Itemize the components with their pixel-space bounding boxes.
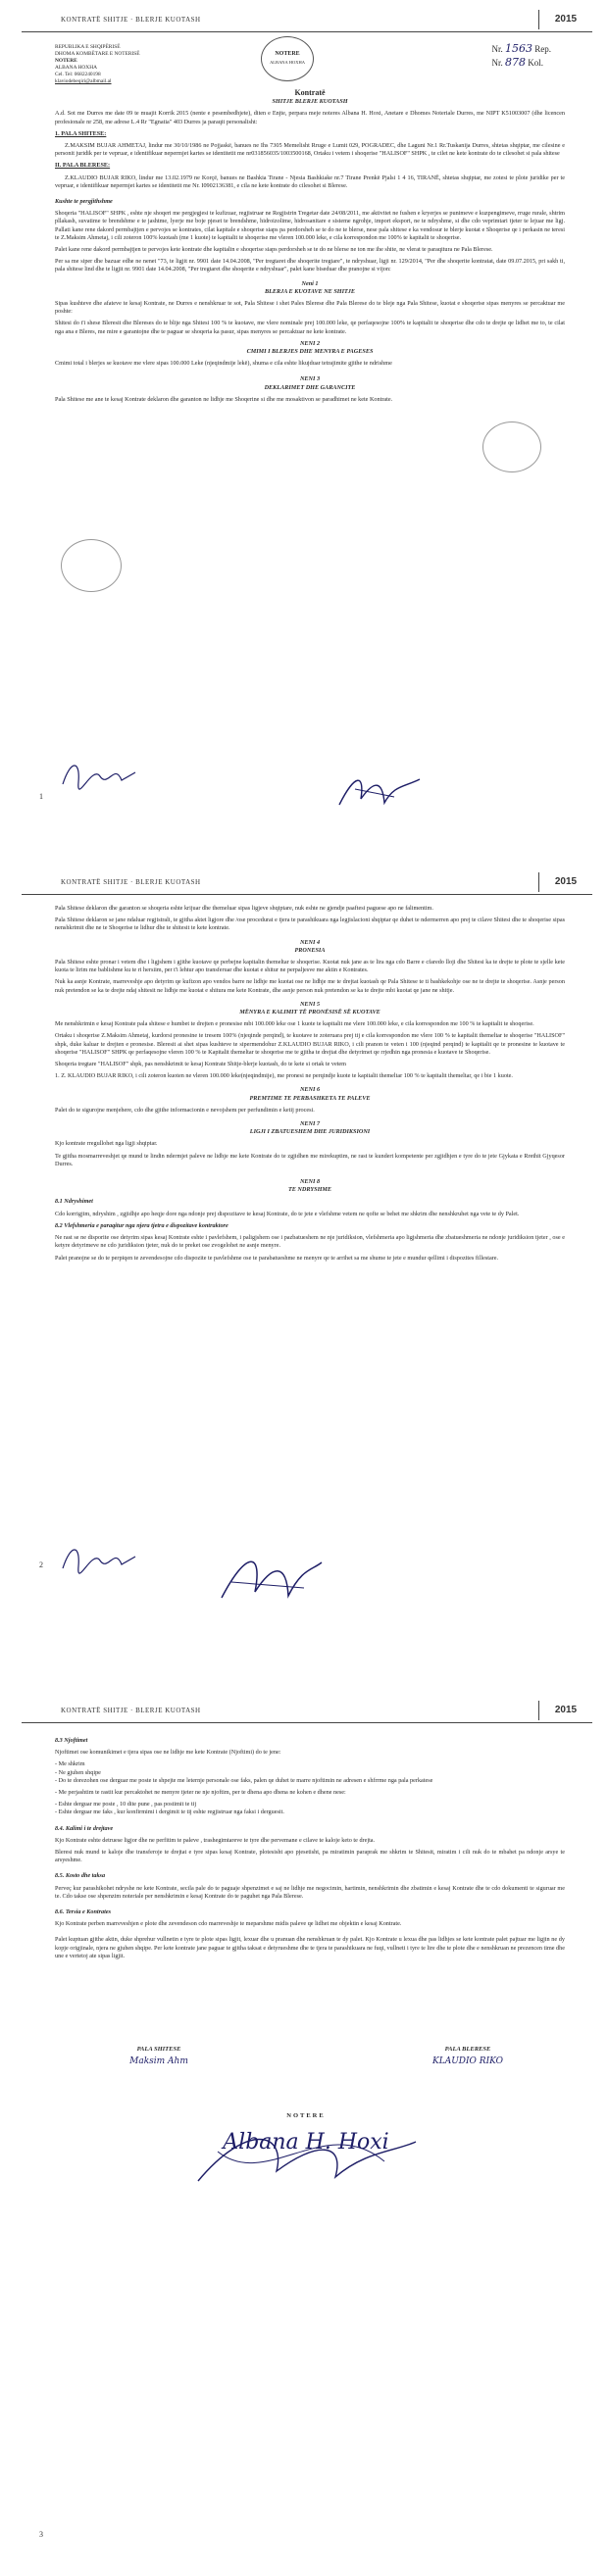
- section-title: 8.2 Vlefshmeria e paraqitur nga njera tjetra e dispozitave kontraktore: [55, 1221, 228, 1229]
- document-subtitle: SHITJE BLERJE KUOTASH: [272, 98, 348, 106]
- notary-signature-stroke: [188, 2122, 424, 2191]
- article-number: NENI 3: [299, 375, 321, 383]
- kol-label: Kol.: [528, 58, 543, 68]
- party2-text: Z.KLAUDIO BUJAR RIKO, lindur me 13.02.1979 ne Korçë, banues ne Bashkia Tirane - Njesia Bashkiake nr.7 Tirane Prenkë Pjalsi 1 4 16, TIRANË, shtetas shqiptar, me zotesi te plote juridike per te vepruar, e identifikuar nepermjet kartes se identitetit me Nr. I0902136381, e cila ne kete kontrate do cilesohet si Blerese.: [55, 173, 565, 189]
- section-title: 8.1 Ndryshimet: [55, 1198, 93, 1206]
- header-year: 2015: [538, 1701, 592, 1720]
- article-text: Nuk ka asnje Kontrate, marreveshje apo detyrim qe kufizon apo vendos barre ne lidhje me kuotat ose ne lidhje me te drejtat kuotash qe Pala Shitese te ti bashkekohje ose ne te drejte te shoqerise. Asnje person nuk pretendon se ka te drejte ndaj shitesit ne lidhje me kuotat e shitura me kete Kontrate, dhe asnje person nuk pretendon se ka te drejte mbi kuotat qe jane ne shitje.: [55, 978, 565, 994]
- page-header: [22, 10, 592, 32]
- article-number: NENI 8: [299, 1178, 321, 1186]
- header-year: 2015: [538, 872, 592, 892]
- article-text: Cmimi total i blerjes se kuotave me vlere sipas 100.000 Leke (njeqindmije lekë), shuma e cila eshte likujduar tetrajimite gjithe te ndrishme: [55, 360, 392, 368]
- header-text: KONTRATË SHITJE · BLERJE KUOTASH: [61, 16, 201, 24]
- section-text: Bleresi nuk mund te kaloje dhe transferoje te drejtat e tyre sipas kesaj Kontrate, plotesisht apo pjesetisht, pa miratimin paraprak me shkrim te Shitesit, miratim i cili nuk do te mbahet pa ndonje arsye te arsyeshme.: [55, 1849, 565, 1864]
- signature-seller: [61, 755, 139, 794]
- article-text: Me nenshkrimin e kesaj Kontrate pala shitese e humbet te drejten e pronesise mbi 100.000 leke ose 1 kuote te kapitalit me vlere 100.000 leke, e cila korrespondon me 100 % te kapitalit te shoqerise.: [55, 1020, 534, 1028]
- article-number: Neni 1: [301, 279, 319, 287]
- page-header: [22, 872, 592, 895]
- stamp-subtext: ALBANA HOXHA: [270, 60, 305, 65]
- intro-paragraph: A.d. Sot me Durres me date 09 te muajit Korrik 2015 (nente e pesembedhjete), diten e Enjte, perpara meje noteres Albana H. Hoxi, Anetare e Dhomes Noteriale Durres, me NIPT K51003007 (dhe licencen profesionale nr 258, me adrese L.4 Rr "Egnatia" 403 Durres ja paraqit personalisht:: [55, 110, 565, 125]
- section-text: Perveç kur parashikohet ndryshe ne kete Kontrate, secila pale do te paguaje shpenzimet e saj ne lidhje me negocimin, hartimin, nenshkrimin dhe zbatimin e kesaj Kontrate dhe te cdo dokumenti te siguruar me te. Cdo takse ose shpenzim noteriale per nenshkrimin e kesaj Kontrate do te paguhet nga Pala Blerese.: [55, 1884, 565, 1900]
- nr-value: 1563: [505, 42, 532, 55]
- contract-page-2: [22, 872, 592, 1686]
- notary-office-block: [55, 36, 565, 83]
- signature-seller: [61, 1539, 139, 1578]
- article-text: Kjo kontrate rregullohet nga ligji shqiptar.: [55, 1140, 158, 1148]
- office-line: REPUBLIKA E SHQIPËRISË: [55, 44, 121, 50]
- article-heading: CMIMI I BLERJES DHE MENYRA E PAGESES: [246, 348, 374, 356]
- paragraph: Pala Shitese deklaron se jane ndaluar regjistrali, te gjitha aktet ligjore dhe /ose procedurat e tjera te parashikuara nga legjislacioni shqiptar qe duhet te ndermerren apo prej te cilave Shitesi dhe te shoqerise sipas nenshkrimit dhe ne te Shoqerise te lidhur dhe te shitesit te kete kontrate.: [55, 916, 565, 932]
- page-number: 3: [39, 2530, 43, 2539]
- page-number: 1: [39, 792, 43, 801]
- article-text: Pala Shitese me ane te kesaj Kontrate deklaron dhe garanton ne lidhje me Shoqerine si dhe me mosaktivon se paradhimet ne kete Kontrate.: [55, 395, 393, 403]
- section-text: Njoftimet ose komunikimet e tjera sipas ose ne lidhje me kete Kontrate (Njoftimi) do te jene:: [55, 1749, 281, 1757]
- office-line: DHOMA KOMBËTARE E NOTERISË: [55, 51, 140, 57]
- party1-text: Z.MAKSIM BUJAR AHMETAJ, lindur me 30/10/1986 ne Pojjaskë, banues ne Ihs 7305 Memelisht Rruge e Lumit 029, POGRADEC, dhe Laguni Nr.1 Rr.Tuskanija Durres, shtetas shqiptar, me cilesine e personit juridik per te vepruar, e identifikuar nepermjet kartes se identitetit me nr031856035/1003500168, Ortaku i vetem i shoqerise "HALISOF" SHPK , te cilet ne kete kontrate do te cilesohet si pala shitese: [55, 142, 565, 158]
- section-text: Kjo Kontrate eshte detruese ligjor dhe ne perfitim te paleve , trashegimtareve te tyre dhe pervemane e cilave te kaloje keto te drejta.: [55, 1836, 376, 1844]
- buyer-signature-block: [404, 2046, 532, 2066]
- stamp-text: NOTERE: [275, 51, 300, 57]
- contract-page-3: [22, 1701, 592, 2563]
- kol-value: 878: [505, 56, 526, 69]
- article-heading: PREMTIME TE PERBASHKETA TE PALEVE: [249, 1094, 371, 1102]
- article-heading: TE NDRYSHME: [287, 1186, 332, 1194]
- general-terms-text: Per sa me siper dhe bazuar edhe ne nenet "73, te ligjit nr. 9901 date 14.04.2008, "Per tregtaret dhe shoqerite tregtare", te ndryshuar, ligji nr. 129/2014, "Per dhe shoqerite kontratat, date 09.07.2015, pri sakh ti, pala shitese lind dhe te ligjit nr. 9901 date 14.04.2008, "Per tregtaret dhe shoqerite e ndryshuar", palet kane biseduar dhe pranojne si vijon:: [55, 258, 565, 273]
- office-line: klaviodebeqiri@albmail.al: [55, 78, 112, 84]
- article-heading: LIGJI I ZBATUESHEM DHE JURIDIKSIONI: [249, 1128, 371, 1136]
- article-text: Palet do te sigurojne menjehere, cdo dhe gjithe informacionin e nevojshem per perfundimin e ketij procesi.: [55, 1106, 315, 1114]
- closing-paragraph: Palet kuptuan gjithe aktin, duke shprehur vullnetin e tyre te plote sipas ligjit, lexuar dhe u pranuan dhe nenshkruan te dy palet. Kjo Kontrate u lexua dhe pas lidhjes se kete kontrate palet pajtuar me ligjin ne dy kopje origjinale, njera ne gjuhen shqipe. Per kete kontrate jane paguar te gjitha taksat e detyrueshme dhe te tjera te parashikuara ne fuqi, vullneti i tyre te lire dhe te plote dhe e nenshkruan ne prezencen time dhe une e vertetoj ate sipas ligjit.: [55, 1936, 565, 1959]
- article-number: NENI 2: [299, 339, 321, 347]
- notary-stamp: [261, 36, 314, 81]
- article-number: NENI 5: [299, 1000, 321, 1008]
- header-text: KONTRATË SHITJE · BLERJE KUOTASH: [61, 878, 201, 886]
- article-heading: BLERJA E KUOTAVE NE SHITJE: [264, 287, 356, 295]
- section-text: Palet pranojne se do te perpiqen te zevendesojne cdo dispozite te pavlefshme ose te parabatueshme ne menyre qe te arrihet sa me shume te jete e mundur qellimi i dispozites fillestare.: [55, 1254, 499, 1262]
- seller-signature: Maksim Ahm: [129, 2056, 188, 2066]
- office-line: ALBANA HOXHA: [55, 65, 97, 71]
- section-title: 8.6. Tersia e Kontrates: [55, 1908, 112, 1916]
- article-text: Ortaku i shoqerise Z.Maksim Ahmetaj, kurdorsi pronesine te tresem 100% (njeqinde perqind), te kuotave te zoteruara prej tij e cila korrespondon me vlere 100 % te kapitalit themeltar te shoqerise "HALISOF" shpk, duke kaluar te drejten e pronesise. Bleresit ai shet sipas kushteve te sipermendohur Z.KLAUDIO BUJAR RIKO, i cili pranon te veten i 100 (njeqind perqind) te kapitalit qe te pronesine te kuotave te shoqerise "HALISOF" SHPK qe perfaqesojne vleren 100 % te Kapitalit themeltar te shoqerise me te gjitha te drejtat dhe detyrimet qe rrjedhin nga pronesia e kuotave te Shoqerise.: [55, 1032, 565, 1056]
- notary-label: NOTERE: [286, 2112, 326, 2119]
- article-number: NENI 4: [299, 938, 321, 946]
- signature-buyer: [218, 1549, 326, 1608]
- article-text: 1. Z. KLAUDIO BUJAR RIKO, i cili zoteron kuoten ne vleren 100.000 leke(njeqindmije), me pronesi ne perqindje kuote te kapitalit themeltar 100 % te kapitalit themeltar, qe i bie 1 kuote.: [55, 1072, 513, 1080]
- section-text: Kjo Kontrate perben marreveshjen e plote dhe zevendeson cdo marreveshje te meparshme midis paleve qe lidhet me objektin e kesaj Kontrate.: [55, 1920, 402, 1928]
- seller-label: PALA SHITESE: [136, 2046, 181, 2053]
- section-text: Ne rast se ne disporite ose detyrim sipas kesaj Kontrate eshte i pavlefshem, i paligjshem ose i pazbatueshem ne nje juridiksion, vlefshmeria apo ligjshmeria dhe zbatueshmeria ne ndonje juridiksion tjeter , ose e ketyre detyrimeve ne cdo juridiksion tjeter, nuk do te preket ose zvogelohet ne asnje menyre.: [55, 1234, 565, 1250]
- nr-label: Nr.: [491, 44, 503, 54]
- page-number: 2: [39, 1560, 43, 1569]
- contract-page-1: [22, 10, 592, 823]
- header-text: KONTRATË SHITJE · BLERJE KUOTASH: [61, 1707, 201, 1714]
- notary-stamp-faint: [482, 421, 541, 472]
- office-line: NOTERE: [55, 58, 77, 64]
- paragraph: Pala Shitese deklaron dhe garanton se shoqeria eshte krijuar dhe themeluar sipas ligjeve shqiptare, nuk eshte ne gjendje paaftesi paguese apo ne falimentim.: [55, 905, 433, 912]
- office-line: Cel. Tel: 0682240198: [55, 72, 101, 77]
- section-title: 8.4. Kalimi i te drejtave: [55, 1824, 114, 1832]
- registration-numbers: [492, 42, 552, 70]
- nr-label: Nr.: [491, 58, 503, 68]
- general-terms-text: Shoqeria "HALISOF" SHPK , eshte nje shoqeri me pergjegjesi te kufizuar, regjistruar ne Regjistrin Tregetar date 24/08/2011, me aktivitet ne fushen e kryerjes se punimeve e kuzpengimeve, rruge rurale, shtrim pllakash, suvatime te brendshme e te jashtme, lyerje me boje pjeset te brendshme, hidroizolime, hidrosanitare e sisteme ngrohje, import eksport, ne te ndryshme, si dhe cdo veprimtari tjeter te lejuar me ligj. Pallati kane rene dakord permbajtjen e pervojes se kontrates, cilat kapitale e shoqerise siaps pa perdorsheh se te do ne te blerse, nese pala shitese e ka vendosur te blerje kuotat e Shoqerise qe i perkasin ne teresi te Z.Maksim Ahmetaj, i cili zoteron 100% kuotash (me 1 kuote) te kapitalit te shoqerise me vleren 100.000 leke, e cila korrespondon me 100% te kapitalit te shoqerise.: [55, 210, 565, 241]
- party2-label: II. PALA BLERESE:: [55, 162, 111, 170]
- article-heading: DEKLARIMET DHE GARANCITE: [264, 383, 356, 391]
- article-number: NENI 6: [299, 1086, 321, 1094]
- article-heading: MËNYRA E KALIMIT TË PRONËSISË SË KUOTAVE: [239, 1009, 380, 1016]
- section-title: 8.3 Njoftimet: [55, 1737, 88, 1744]
- buyer-signature: KLAUDIO RIKO: [432, 2056, 503, 2066]
- list-item: - Eshte derguar me poste , 10 dite pune , pas postimit te tij: [55, 1801, 197, 1808]
- section-text: Cdo korrigjim, ndryshim , zgjidhje apo heqje dore nga ndonje prej dispozitave te kesaj Kontrate, do te jete e vlefshme vetem ne qofte se behet me shkrim dhe nenshkruhet nga vete te dy Palet.: [55, 1210, 520, 1217]
- header-year: 2015: [538, 10, 592, 29]
- general-terms-title: Kushte te pergjithshme: [55, 198, 113, 206]
- page-header: [22, 1701, 592, 1723]
- section-text: - Me perjashtim te rastit kur percaktohet ne menyre tjeter ne nje njoftim, per te dhena apo dhena ne kohen e dhene nese:: [55, 1789, 346, 1797]
- list-item: - Me shkrim: [55, 1760, 85, 1768]
- document-title: Kontratë: [294, 88, 326, 97]
- seller-signature-block: [100, 2046, 218, 2066]
- buyer-label: PALA BLERESE: [444, 2046, 491, 2053]
- notary-signature: Albana H. Hoxi: [223, 2130, 389, 2155]
- article-number: NENI 7: [299, 1120, 321, 1128]
- article-heading: PRONESIA: [294, 946, 326, 954]
- party1-label: 1. PALA SHITESE:: [55, 129, 107, 137]
- list-item: - Ne gjuhen shqipe: [55, 1768, 101, 1776]
- rep-label: Rep.: [534, 44, 551, 54]
- article-text: Te gjitha mosmarreveshjet qe mund te lindin ndermjet paleve ne lidhje me kete Kontrate do te zgjidhen me mirekuptim, ne rast te kundert kompetente per zgjidhjen e tyre do te jete Gjykata e Rrethit Gjyqesor Durres.: [55, 1152, 565, 1167]
- article-text: Sipas kushteve dhe afateve te kesaj Kontrate, ne Durres e nenshkruar te sot, Pala Shitese i shet Pales Blerese dhe Pala Blerese do te bleje nga Pala Shitese, kuotat e shoqerise sipas menyres se percaktuar me poshte:: [55, 300, 565, 316]
- general-terms-text: Palet kane rene dakord permbajtjen te pervojes kete kontrate dhe kapitalin e shoqerise siaps perdorsheh se te do ne blerse ne ton me ihe shite, ne vlerat te paraqitura ne Pala Blerese.: [55, 246, 493, 254]
- article-text: Shitesi do t'i shese Bleresit dhe Blereses do te blije nga Shitesi 100 % te kuotave, me vlere nominale prej 100.000 leke, qe perfaqesojne 100% te kapitalit te shoqerise dhe cdo te drejte qe lidhet me to, te cilat nga ana e Bleres, me mire e garantojne dhe te paguar se shoqeria ka pasur, sipas menyres se percaktuar ne kete kontrate.: [55, 320, 565, 335]
- signature-buyer: [335, 769, 424, 814]
- section-title: 8.5. Kosto dhe taksa: [55, 1872, 106, 1880]
- notary-stamp-faint: [61, 539, 122, 592]
- article-text: Shoqeria tregtare "HALISOF" shpk, pas nenshkrimit te kesaj Kontrate Shitje-blerje kuotash, do te kete si ortak te vetem: [55, 1061, 346, 1068]
- list-item: - Do te dorezohen ose derguar me poste te shpejte me leternje personale ose faks, palen qe duhet te marre njoftimin ne adresen e shfrrme nga pala perkatese: [55, 1776, 433, 1784]
- article-text: Pala Shitese eshte pronar i vetem dhe i ligjshem i gjithe kuotave qe perbejne kapitalin themeltar te shoqerise. Kuotat nuk jane as te lira nga cdo Barre e cfaredo lloji dhe Shitesi ka te drejte te plote te sjelle kete kuota te lirim me bablishme ku te ri hersiim, per t'i lehtur apo transferuar dhe kuotat e shitur ne perpaljesve me aktin e Kontrates.: [55, 959, 565, 974]
- list-item: - Eshte derguar me faks , kur konfirmimi i dergimit te tij eshte regjistruar nga faksi i derguesit.: [55, 1808, 284, 1816]
